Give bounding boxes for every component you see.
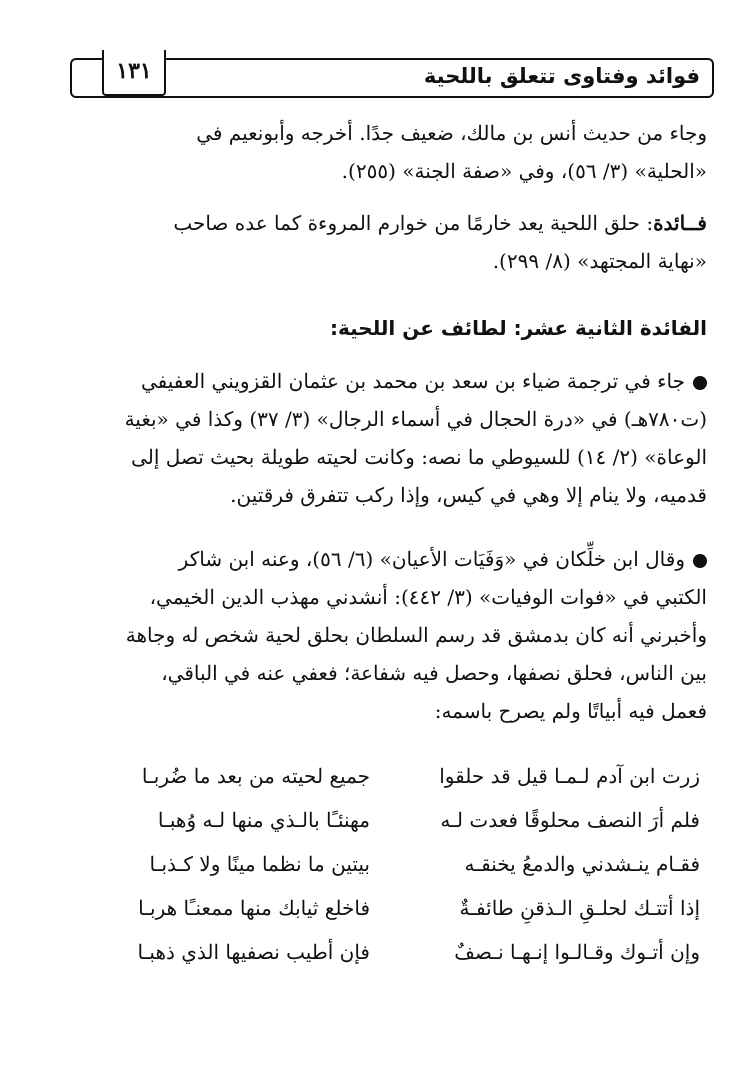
poem [100,764,700,984]
page-number-tab [102,50,166,96]
text-line: «الحلية» (٣/ ٥٦)، وفي «صفة الجنة» (٢٥٥). [341,159,707,183]
verse-first-hemistich: وإن أتـوك وقـالـوا إنـهـا نـصفٌ [454,940,700,964]
poem-verse [100,764,700,808]
verse-first-hemistich: إذا أتتـك لحلـقِ الـذقنِ طائفـةٌ [459,896,700,920]
poem-verse [100,852,700,896]
benefit-label: فــائدة [653,211,707,235]
verse-first-hemistich: فقـام ينـشدني والدمعُ يخنقـه [464,852,700,876]
text-line: بين الناس، فحلق نصفها، وحصل فيه شفاعة؛ فعفي عنه في الباقي، [161,661,707,685]
benefit-text: : حلق اللحية يعد خارمًا من خوارم المروءة كما عده صاحب [173,211,654,235]
page-number: ١٣١ [116,58,152,84]
verse-second-hemistich: فإن أطيب نصفيها الذي ذهبـا [137,940,370,964]
paragraph-hadith [95,114,707,190]
text-line [95,204,707,242]
verse-first-hemistich: زرت ابن آدم لـمـا قيل قد حلقوا [439,764,700,788]
poem-verse [100,940,700,984]
text-line: الوعاة» (٢/ ١٤) للسيوطي ما نصه: وكانت لحيته طويلة بحيث تصل إلى [131,445,707,469]
verse-second-hemistich: بيتين ما نظما مينًا ولا كـذبـا [149,852,370,876]
text-span: وقال ابن خلِّكان في «وَفَيَات الأعيان» (٦/ ٥٦)، وعنه ابن شاكر [178,547,685,571]
bullet-icon [693,376,707,390]
paragraph-ibn-khallikan [95,540,707,730]
poem-verse [100,808,700,852]
paragraph-benefit [95,204,707,280]
paragraph-qazwini [95,362,707,514]
text-line: وأخبرني أنه كان بدمشق قد رسم السلطان بحلق لحية شخص له وجاهة [125,623,707,647]
text-line: الكتبي في «فوات الوفيات» (٣/ ٤٤٢): أنشدني مهذب الدين الخيمي، [149,585,707,609]
text-line: فعمل فيه أبياتًا ولم يصرح باسمه: [434,699,707,723]
section-heading: الفائدة الثانية عشر: لطائف عن اللحية: [330,316,707,340]
poem-verse [100,896,700,940]
text-line: (ت٧٨٠هـ) في «درة الحجال في أسماء الرجال» (٣/ ٣٧) وكذا في «بغية [124,407,707,431]
text-span: جاء في ترجمة ضياء بن سعد بن محمد بن عثمان القزويني العفيفي [140,369,685,393]
text-line [95,540,707,578]
text-line [95,362,707,400]
verse-first-hemistich: فلم أرَ النصف محلوقًا فعدت لـه [440,808,700,832]
running-header [70,58,714,98]
verse-second-hemistich: جميع لحيته من بعد ما ضُربـا [141,764,370,788]
bullet-icon [693,554,707,568]
verse-second-hemistich: مهنئـًا بالـذي منها لـه وُهبـا [157,808,370,832]
text-line: وجاء من حديث أنس بن مالك، ضعيف جدًا. أخرجه وأبونعيم في [196,121,707,145]
text-line: «نهاية المجتهد» (٨/ ٢٩٩). [492,249,707,273]
text-line: قدميه، ولا ينام إلا وهي في كيس، وإذا ركب تتفرق فرقتين. [230,483,707,507]
header-title: فوائد وفتاوى تتعلق باللحية [423,64,700,88]
verse-second-hemistich: فاخلع ثيابك منها ممعنـًا هربـا [138,896,370,920]
